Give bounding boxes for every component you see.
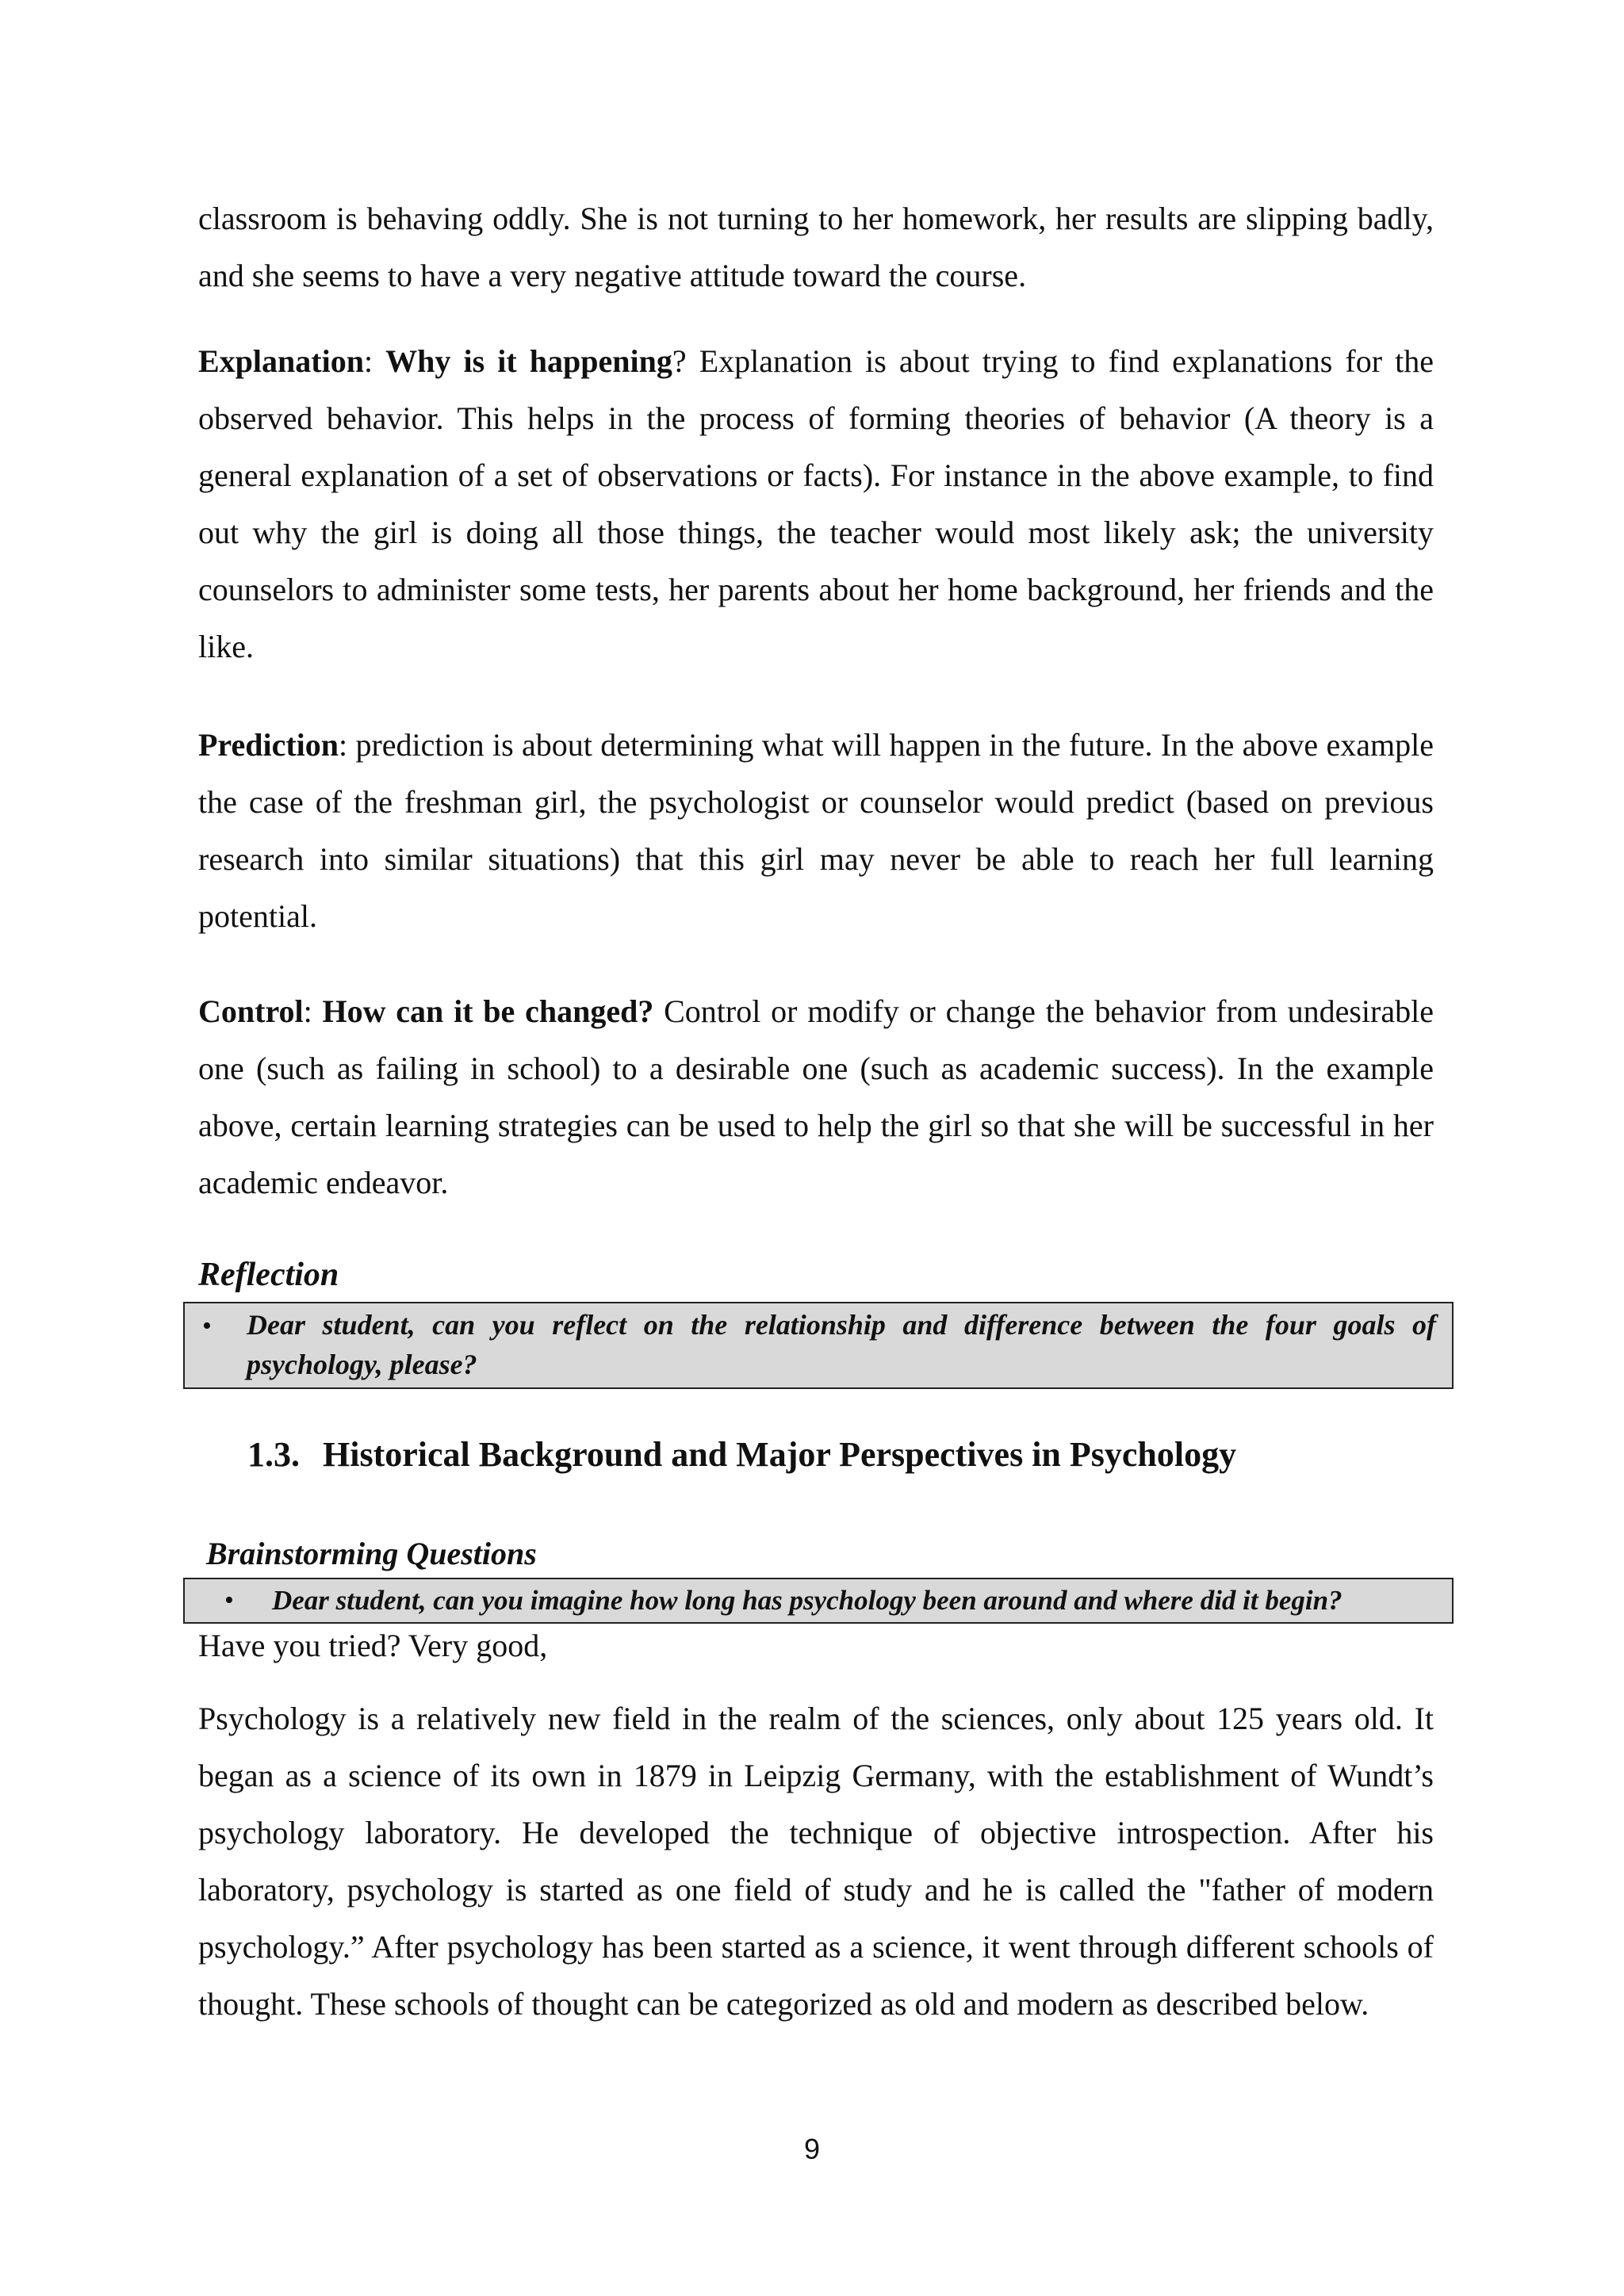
paragraph-intro-continued: classroom is behaving oddly. She is not turning to her homework, her results are slipping badly, and she seems to have a very negative attitude toward the course. — [198, 201, 1434, 293]
term-explanation: Explanation — [198, 343, 364, 379]
question-explanation: Why is it happening — [385, 343, 672, 379]
body-explanation: ? Explanation is about trying to find explanations for the observed behavior. This helps in the process of forming theories of behavior (A theory is a general explanation of a set of observations or facts). For instance in the above example, to find out why the girl is doing all those things, the teacher would most likely ask; the university counselors to administer some tests, her parents about her home background, her friends and the like. — [198, 343, 1434, 664]
separator: : — [303, 993, 323, 1029]
paragraph-prediction — [198, 717, 1434, 945]
section-title: Historical Background and Major Perspectives in Psychology — [323, 1435, 1237, 1474]
body-control: Control or modify or change the behavior from undesirable one (such as failing in school) to a desirable one (such as academic success). In the example above, certain learning strategies can be used to help the girl so that she will be successful in her academic endeavor. — [198, 993, 1434, 1200]
paragraph-history: Psychology is a relatively new field in the realm of the sciences, only about 125 years old. It began as a science of its own in 1879 in Leipzig Germany, with the establishment of Wundt’s psychology laboratory. He developed the technique of objective introspection. After his laboratory, psychology is started as one field of study and he is called the "father of modern psychology.” After psychology has been started as a science, it went through different schools of thought. These schools of thought can be categorized as old and modern as described below. — [198, 1701, 1434, 2022]
section-number: 1.3. — [247, 1435, 300, 1474]
bullet-icon: • — [202, 1311, 212, 1341]
question-control: How can it be changed? — [322, 993, 654, 1029]
term-prediction: Prediction — [198, 727, 339, 763]
reflection-box — [183, 1302, 1454, 1389]
separator: : — [363, 343, 386, 379]
page-number: 9 — [803, 2133, 821, 2165]
section-heading — [247, 1431, 1236, 1479]
paragraph-control — [198, 983, 1434, 1211]
paragraph-explanation — [198, 333, 1434, 675]
body-prediction: : prediction is about determining what will happen in the future. In the above example the case of the freshman girl, the psychologist or counselor would predict (based on previous research into similar situations) that this girl may never be able to reach her full learning potential. — [198, 727, 1434, 934]
brainstorming-title: Brainstorming Questions — [206, 1536, 537, 1571]
term-control: Control — [198, 993, 304, 1029]
reflection-text: Dear student, can you reflect on the relationship and difference between the four goals of psychology, please? — [247, 1309, 1436, 1380]
paragraph-have-you-tried: Have you tried? Very good, — [198, 1628, 548, 1663]
bullet-icon: • — [224, 1586, 234, 1615]
brainstorming-text: Dear student, can you imagine how long has psychology been around and where did it begin? — [272, 1585, 1342, 1616]
reflection-title: Reflection — [198, 1257, 339, 1293]
